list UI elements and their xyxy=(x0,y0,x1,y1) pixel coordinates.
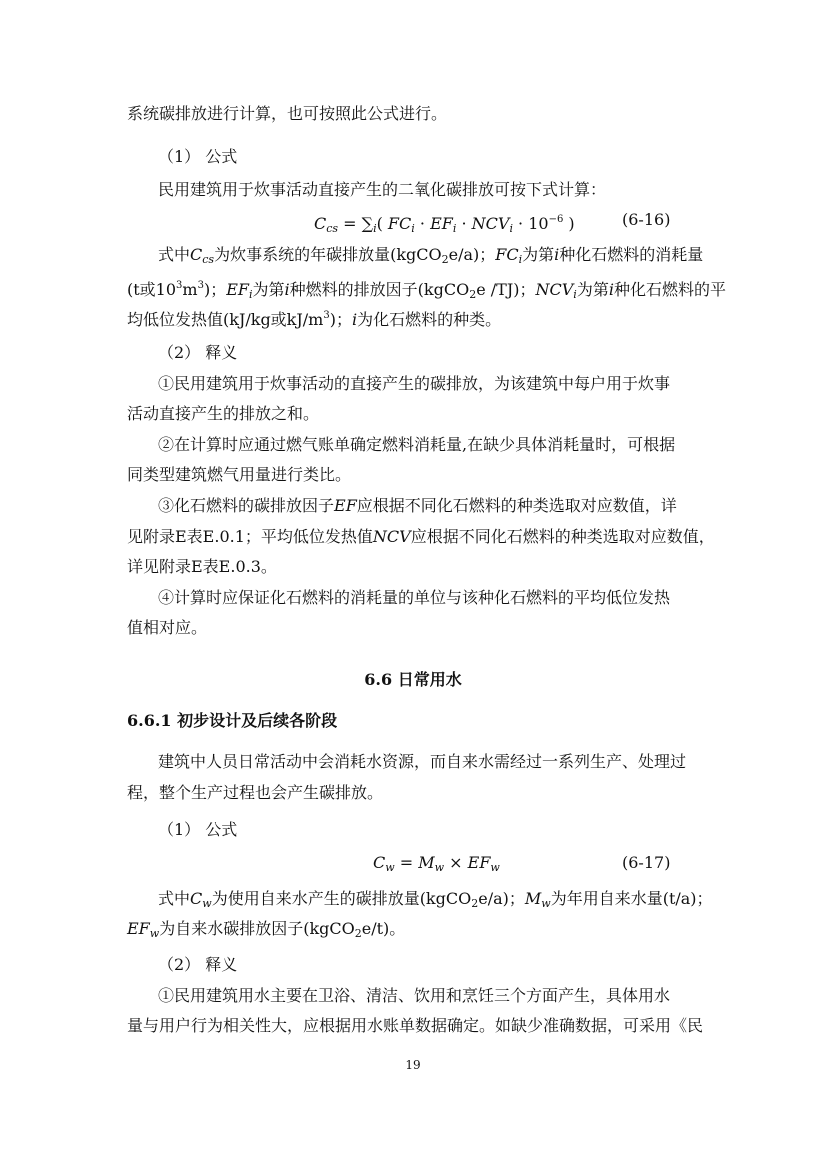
text: 式中 xyxy=(158,245,191,264)
sym: M xyxy=(524,889,542,908)
sym: w xyxy=(541,897,551,910)
sym: × xyxy=(444,853,468,872)
sym: 2 xyxy=(354,927,362,940)
text: e/a)； xyxy=(478,889,525,908)
sym: i xyxy=(554,245,560,264)
text: 为炊事系统的年碳排放量(kgCO xyxy=(214,245,442,264)
sym: 2 xyxy=(441,253,449,266)
text: 为自来水碳排放因子(kgCO xyxy=(159,919,355,938)
sym: i xyxy=(411,222,415,235)
sym: i xyxy=(452,222,457,235)
text: 种燃料的排放因子(kgCO xyxy=(289,280,470,299)
text: 为第 xyxy=(252,280,285,299)
equation-number: (6-16) xyxy=(622,210,671,229)
sym: NCV xyxy=(535,280,574,299)
text-line xyxy=(158,888,713,915)
text-line: ①民用建筑用水主要在卫浴、清洁、饮用和烹饪三个方面产生，具体用水 xyxy=(158,986,671,1005)
formula-6-17 xyxy=(373,852,500,879)
sym: cs xyxy=(326,222,339,235)
text: 种化石燃料的平 xyxy=(613,280,726,299)
sym: EF xyxy=(226,280,249,299)
sym: FC xyxy=(495,245,519,264)
text-line xyxy=(158,495,677,517)
sym: −6 xyxy=(548,214,564,225)
sym: C xyxy=(314,214,327,233)
text: )； xyxy=(203,280,227,299)
sym: w xyxy=(202,897,212,910)
text-line: ①民用建筑用于炊事活动的直接产生的碳排放，为该建筑中每户用于炊事 xyxy=(158,374,671,393)
text-line xyxy=(127,918,405,945)
text-line xyxy=(127,275,726,306)
sym: i xyxy=(573,288,577,301)
sym: i xyxy=(284,280,290,299)
sym: C xyxy=(190,889,203,908)
sym: i xyxy=(249,288,253,301)
page-number: 19 xyxy=(405,1058,421,1072)
text: 为年用自来水量(t/a)； xyxy=(550,889,713,908)
text-line: 建筑中人员日常活动中会消耗水资源，而自来水需经过一系列生产、处理过 xyxy=(158,752,687,771)
text: m xyxy=(182,280,198,299)
text-line: ④计算时应保证化石燃料的消耗量的单位与该种化石燃料的平均低位发热 xyxy=(158,588,671,607)
equation-number: (6-17) xyxy=(622,853,671,872)
text: e /TJ)； xyxy=(476,280,536,299)
formula-6-16 xyxy=(314,209,575,240)
sym: cs xyxy=(202,253,215,266)
text: e/a)； xyxy=(448,245,496,264)
section-heading: 6.6 日常用水 xyxy=(364,670,462,689)
sym: · xyxy=(456,214,472,233)
text-line xyxy=(158,244,703,271)
text: 为第 xyxy=(522,245,555,264)
item-formula: （1） 公式 xyxy=(158,147,238,166)
text: 为使用自来水产生的碳排放量(kgCO xyxy=(211,889,472,908)
sym: i xyxy=(509,222,513,235)
sym: = xyxy=(394,853,419,872)
sym: w xyxy=(490,861,500,874)
text: 应根据不同化石燃料的种类选取对应数值， xyxy=(410,527,715,546)
sym: i xyxy=(518,253,523,266)
sym: C xyxy=(190,245,203,264)
text-line: 详见附录E表E.0.3。 xyxy=(127,557,277,576)
text-line: 民用建筑用于炊事活动直接产生的二氧化碳排放可按下式计算： xyxy=(158,180,607,199)
sym: w xyxy=(149,927,160,940)
text-line: 值相对应。 xyxy=(127,618,208,637)
sym: i xyxy=(373,222,377,235)
text: 为第 xyxy=(576,280,609,299)
text-line: 量与用户行为相关性大，应根据用水账单数据确定。如缺少准确数据，可采用《民 xyxy=(127,1016,704,1035)
sym: C xyxy=(373,853,386,872)
sym: ∑ xyxy=(361,214,374,233)
sym: M xyxy=(418,853,435,872)
text: 应根据不同化石燃料的种类选取对应数值，详 xyxy=(356,496,677,515)
text: )； xyxy=(329,310,352,329)
sym: ) xyxy=(563,214,575,233)
sym: EF xyxy=(430,214,453,233)
sym: EF xyxy=(467,853,491,872)
sym: 3 xyxy=(323,310,330,321)
text: 式中 xyxy=(158,889,191,908)
sym: 2 xyxy=(469,288,477,301)
text: (t或10 xyxy=(127,280,177,299)
sym: EF xyxy=(127,919,150,938)
sym: ( xyxy=(376,214,388,233)
sym: EF xyxy=(334,496,357,515)
sym: · xyxy=(512,214,529,233)
sym: 10 xyxy=(528,214,549,233)
sym: i xyxy=(351,310,358,329)
text-line: 活动直接产生的排放之和。 xyxy=(127,404,320,423)
text-line xyxy=(127,526,715,548)
sym: w xyxy=(385,861,395,874)
text: 种化石燃料的消耗量 xyxy=(559,245,704,264)
sym: 3 xyxy=(176,280,183,291)
text-line: 同类型建筑燃气用量进行类比。 xyxy=(127,465,352,484)
text: ③化石燃料的碳排放因子 xyxy=(158,496,335,515)
sym: NCV xyxy=(372,527,411,546)
sym: FC xyxy=(387,214,412,233)
sym: NCV xyxy=(471,214,510,233)
item-formula: （1） 公式 xyxy=(158,820,238,839)
sym: · xyxy=(414,214,431,233)
subsection-heading: 6.6.1 初步设计及后续各阶段 xyxy=(127,711,338,730)
text-line: ②在计算时应通过燃气账单确定燃料消耗量,在缺少具体消耗量时，可根据 xyxy=(158,435,676,454)
item-explanation: （2） 释义 xyxy=(158,955,238,974)
sym: = xyxy=(338,214,362,233)
sym: 3 xyxy=(197,280,204,291)
text: 为化石燃料的种类。 xyxy=(357,310,502,329)
text: 均低位发热值(kJ/kg或kJ/m xyxy=(127,310,324,329)
sym: 2 xyxy=(471,897,479,910)
text: 见附录E表E.0.1；平均低位发热值 xyxy=(127,527,373,546)
text-line xyxy=(127,305,501,331)
sym: i xyxy=(608,280,614,299)
text-line: 系统碳排放进行计算，也可按照此公式进行。 xyxy=(127,104,448,123)
item-explanation: （2） 释义 xyxy=(158,343,238,362)
sym: w xyxy=(434,861,445,874)
text-line: 程，整个生产过程也会产生碳排放。 xyxy=(127,783,384,802)
text: e/t)。 xyxy=(361,919,406,938)
